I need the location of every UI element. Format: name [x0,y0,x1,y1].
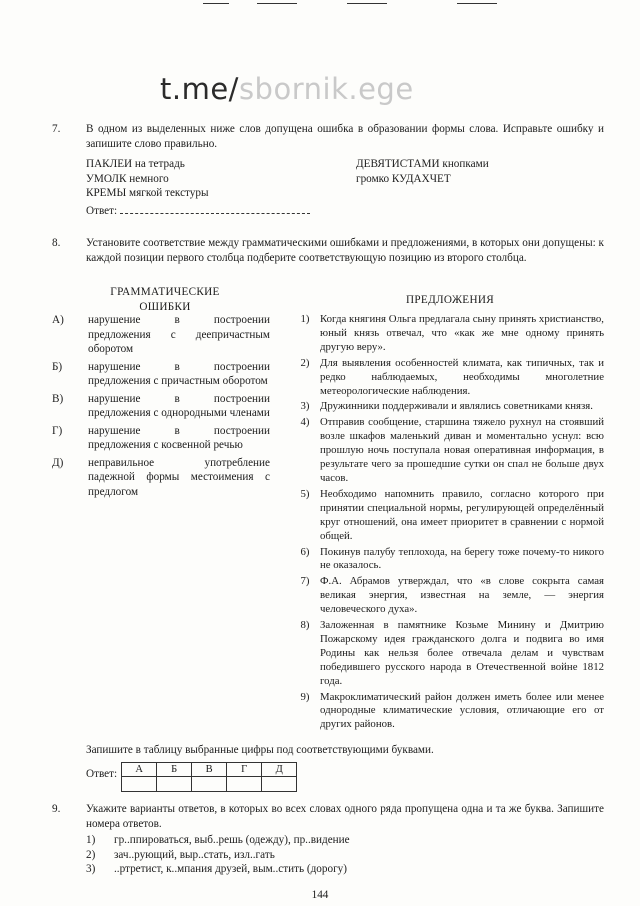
error-letter: Д) [52,456,64,469]
option-number: 2) [86,848,96,861]
q8-answer-label: Ответ: [86,768,118,780]
answer-table-letter: Г [227,763,262,777]
sentence-text: Отправив сообщение, старшина тяжело рухнул на стоявший возле шкафов маленький диван и моментально уснул: всю прошлую ночь поступала новая оперативная информация, в результате чего за прошедшие сутки он спал не больше двух часов. [320,416,604,484]
error-item-b [52,360,270,389]
question-8-answer [86,762,297,792]
option-number: 3) [86,863,96,875]
question-7-answer [86,203,310,219]
error-letter: Б) [52,360,63,373]
question-9-options [86,833,604,877]
answer-table-letter: А [122,763,157,777]
q7-word-3: УМОЛК немного [86,172,169,185]
q9-option-2 [86,848,604,863]
errors-column-title [60,285,270,314]
sentence-text: Покинув палубу теплохода, на берегу тоже почему-то никого не оказалось. [320,545,604,572]
q7-word-1: ПАКЛЕИ на тетрадь [86,158,185,170]
answer-table-letter: Б [157,763,192,777]
sentence-number: 4) [300,416,310,429]
sentence-9 [290,691,604,733]
sentences-list [290,313,604,732]
answer-cell-b[interactable] [157,777,192,792]
sentence-8 [290,619,604,689]
sentence-number: 3) [300,400,310,413]
option-number: 1) [86,834,96,846]
error-text: нарушение в построении предложения с причастным оборотом [88,360,270,387]
option-text: зач..рующий, выр..стать, изл..гать [114,848,275,861]
question-8-instruction: Запишите в таблицу выбранные цифры под соответствующими буквами. [86,744,434,756]
sentence-number: 6) [300,545,310,558]
q7-answer-label: Ответ: [86,205,118,217]
q7-answer-field[interactable] [120,203,310,214]
sentence-7 [290,575,604,617]
question-9-text: Укажите варианты ответов, в которых во всех словах одного ряда пропущена одна и та же буква. Запишите номера ответов. [86,803,604,830]
q8-answer-table [121,762,297,792]
question-9-number: 9. [52,803,61,815]
sentence-text: Для выявления особенностей климата, как типичных, так и редко наблюдаемых, необходимы многолетние метеорологические наблюдения. [320,356,604,397]
error-item-v [52,392,270,421]
sentence-number: 5) [300,487,310,500]
errors-title-line-2: ОШИБКИ [139,300,191,313]
option-text: гр..ппироваться, выб..решь (одежду), пр..видение [114,834,350,846]
sentence-number: 1) [300,313,310,325]
question-7-text: В одном из выделенных ниже слов допущена ошибка в образовании формы слова. Исправьте ошибку и запишите слово правильно. [86,123,604,150]
question-7-words [86,157,616,201]
answer-cell-g[interactable] [227,777,262,792]
error-text: нарушение в построении предложения с однородными членами [88,392,270,419]
sentence-text: Ф.А. Абрамов утверждал, что «в слове сокрыта самая великая энергия, известная на земле, — энергия человеческого духа». [320,575,604,616]
question-7-number: 7. [52,123,61,135]
sentence-number: 9) [300,690,310,703]
answer-cell-v[interactable] [192,777,227,792]
question-8-number: 8. [52,237,61,249]
sentence-text: Заложенная в памятнике Козьме Минину и Дмитрию Пожарскому идея гражданского долга и подвига во имя Родины как нельзя более отвечала делам и чувствам победившего русского народа в Отечественной войне 1812 года. [320,619,604,687]
sentences-column-title: ПРЕДЛОЖЕНИЯ [406,294,494,306]
errors-list [52,313,270,499]
error-item-d [52,456,270,500]
q9-option-3 [86,862,604,877]
sentence-5 [290,488,604,544]
error-letter: А) [52,314,64,326]
sentence-number: 7) [300,575,310,588]
sentence-3 [290,400,604,414]
answer-cell-d[interactable] [262,777,297,792]
error-text: нарушение в построении предложения с деепричастным оборотом [88,314,270,355]
q7-word-2: ДЕВЯТИСТАМИ кнопками [356,158,489,170]
option-text: ..ртретист, к..мпания друзей, вым..стить (дорогу) [114,863,347,875]
q7-word-5: КРЕМЫ мягкой текстуры [86,187,209,199]
sentence-number: 8) [300,619,310,632]
sentence-6 [290,546,604,574]
question-8-text: Установите соответствие между грамматическими ошибками и предложениями, в которых они допущены: к каждой позиции первого столбца подберите соответствующую позицию из второго столбца. [86,237,604,264]
watermark-part-1: t.me/ [160,72,239,106]
errors-title-line-1: ГРАММАТИЧЕСКИЕ [110,286,220,298]
q7-word-4: громко КУДАХЧЕТ [356,172,451,185]
error-item-g [52,424,270,453]
sentence-2 [290,357,604,399]
watermark [160,73,414,105]
sentence-1 [290,313,604,355]
error-text: нарушение в построении предложения с косвенной речью [88,424,270,451]
sentence-text: Необходимо напомнить правило, согласно которого при принятии специальной нормы, регулирующей определённый круг отношений, она имеет приоритет в сравнении с нормой общей. [320,487,604,542]
watermark-part-2: sbornik.ege [238,72,414,106]
sentence-number: 2) [300,356,310,369]
sentence-text: Макроклиматический район должен иметь более или менее однородные климатические условия, отличающие его от других районов. [320,690,604,731]
error-text: неправильное употребление падежной формы местоимения с предлогом [88,456,270,498]
answer-cell-a[interactable] [122,777,157,792]
sentence-text: Дружинники поддерживали и являлись советниками князя. [320,400,593,413]
answer-table-letter: В [192,763,227,777]
answer-table-letter: Д [262,763,297,777]
error-item-a [52,313,270,357]
q9-option-1 [86,833,604,848]
page-number: 144 [311,889,329,901]
sentence-4 [290,416,604,486]
error-letter: Г) [52,424,63,437]
error-letter: В) [52,392,64,405]
sentence-text: Когда княгиня Ольга предлагала сыну принять христианство, юный князь отвечал, что «как же мне одному принять другую веру». [320,313,604,353]
